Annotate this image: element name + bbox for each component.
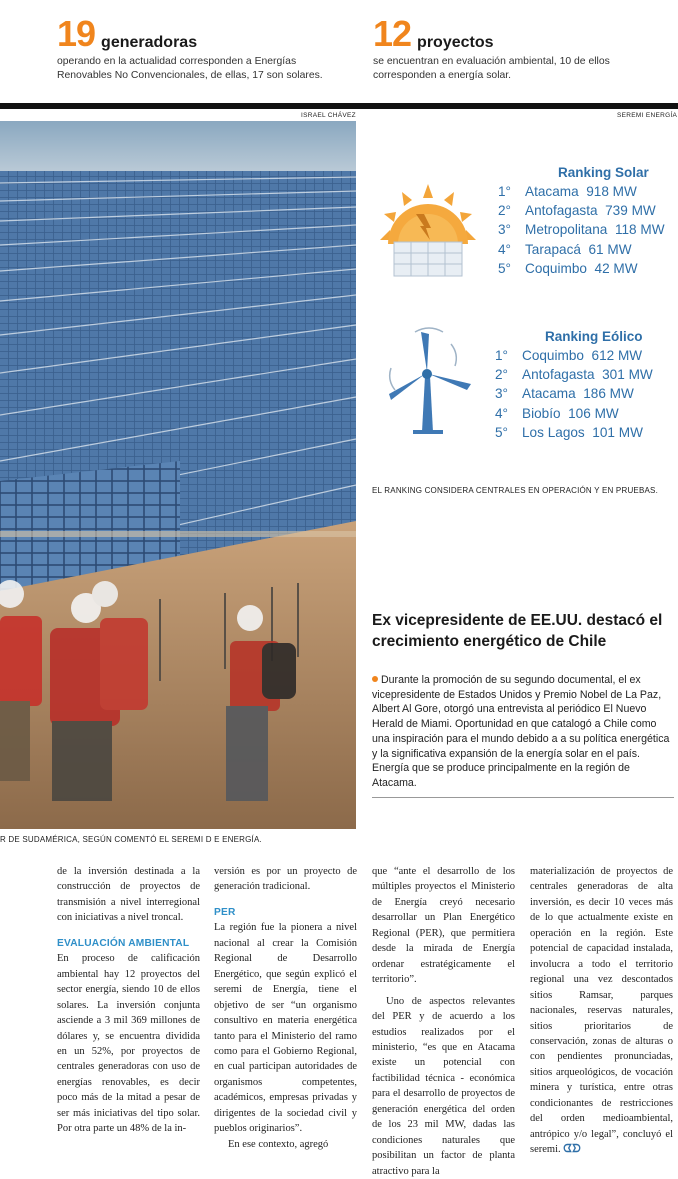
stat-proyectos (373, 14, 663, 82)
rank-position: 4° (498, 241, 511, 257)
stat-number: 12 (373, 13, 412, 54)
rank-value: 42 MW (594, 260, 638, 276)
list-item (495, 365, 653, 384)
paragraph: La región fue la pionera a nivel nacional al crear la Comisión Regional de Desarrollo Energético, que según explicó el seremi de Energía, tiene el objetivo de ser “un organismo consultivo en materia energética tanto para el Ministerio del ramo como para el Gobierno Regional, en cual participan autoridades de organismos competentes, académicos, empresas privadas y dirigentes de la sociedad civil y pueblos originarios”. (214, 922, 357, 1135)
list-item (498, 182, 665, 201)
list-item (495, 384, 653, 403)
rank-position: 3° (498, 222, 511, 238)
rank-value: 118 MW (614, 222, 665, 238)
rank-position: 1° (495, 348, 508, 363)
bullet-icon (372, 676, 378, 682)
subheading: EVALUACIÓN AMBIENTAL (57, 937, 190, 949)
rank-value: 739 MW (605, 203, 656, 219)
stat-label: proyectos (417, 34, 494, 51)
section-divider (0, 103, 678, 109)
subheading: PER (214, 906, 236, 918)
rank-region: Antofagasta (525, 203, 598, 219)
rank-value: 186 MW (583, 386, 634, 402)
ranking-eolico-list (495, 346, 653, 442)
article-column-2 (214, 864, 357, 1152)
list-item (498, 259, 665, 278)
sidebar-body-text: Durante la promoción de su segundo documental, el ex vicepresidente de Estados Unidos y Premio Nobel de La Paz, Albert Al Gore, otorgó una entrevista al periódico El Nuevo Herald de Miami. Oportunidad en que catalogó a Chile como una inspiración para el mundo debido a a su política energética y la significativa expansión de la energía solar en el país. Energía que se produce principalmente en la región de Atacama. (372, 674, 670, 789)
rank-position: 1° (498, 184, 511, 199)
stat-label: generadoras (101, 34, 198, 51)
wind-turbine-icon (381, 324, 477, 441)
rank-region: Los Lagos (522, 424, 585, 440)
rank-region: Coquimbo (525, 260, 587, 276)
paragraph (530, 864, 673, 1158)
graphic-credit: SEREMI ENERGÍA (617, 112, 678, 119)
article-column-3 (372, 864, 515, 1179)
rank-value: 61 MW (588, 241, 632, 257)
rank-region: Tarapacá (525, 241, 581, 257)
rank-region: Biobío (522, 405, 561, 421)
rank-position: 4° (495, 405, 508, 421)
rank-position: 2° (495, 367, 508, 383)
rank-region: Atacama (522, 386, 576, 402)
paragraph-text: materialización de proyectos de centrales generadoras de alta inversión, es decir 10 veces más de lo que actualmente existe en operación en la región. Este potencial de capacidad instalada, involucra a todo el territorio regional una vez descontados sitios Ramsar, parques nacionales, reservas naturales, sitios prioritarios de conservación, zonas de alturas o con pendientes pronunciadas, sitios arqueológicos, de vocación minera y turística, entre otras condicionantes de restricciones del orden medioambiental, antrópico y/o legal”, concluyó el seremi. (530, 866, 673, 1156)
rank-region: Atacama (525, 184, 579, 199)
solar-plant-illustration (0, 121, 356, 829)
rank-value: 918 MW (586, 184, 637, 199)
rank-region: Metropolitana (525, 222, 608, 238)
rank-value: 612 MW (591, 348, 643, 363)
sidebar-rule (372, 797, 674, 798)
article-column-1 (57, 864, 200, 1137)
paragraph: En proceso de calificación ambiental hay 12 proyectos del sector energía, siendo 10 de ellos solares. La inversión conjunta asciende a 3 mil 369 millones de dólares y, se encuentra dividida en un 52%, por proyectos de centrales generadoras con uso de energías renovables, es decir poco más de la mitad a pesar de ser más iniciativas del tipo solar. Por otra parte un 48% de la in- (57, 953, 200, 1135)
paragraph: En ese contexto, agregó (228, 1138, 329, 1150)
list-item (498, 240, 665, 259)
stat-generadoras (57, 14, 349, 82)
rank-value: 301 MW (602, 367, 653, 383)
sidebar-headline: Ex vicepresidente de EE.UU. destacó el crecimiento energético de Chile (372, 612, 663, 650)
rank-position: 2° (498, 203, 511, 219)
rank-position: 5° (498, 260, 511, 276)
rank-region: Coquimbo (522, 348, 584, 363)
paragraph: de la inversión destinada a la construcción de proyectos de transmisión a nivel interregional con iniciativas a nivel troncal. (57, 866, 200, 924)
stat-description: operando en la actualidad corresponden a Energías Renovables No Convencionales, de ellas, 17 son solares. (57, 56, 323, 81)
stat-description: se encuentran en evaluación ambiental, 10 de ellos corresponden a energía solar. (373, 56, 610, 81)
ranking-eolico-title: Ranking Eólico (545, 329, 643, 344)
sun-panel-icon (376, 182, 480, 283)
paragraph: que “ante el desarrollo de los múltiples proyectos el Ministerio de Energía creyó necesario desarrollar un Plan Energético Regional (PER), que permitiera desde la mirada de Energía ordenar estratégicamente el territorio”. (372, 866, 515, 986)
list-item (495, 423, 653, 442)
rank-position: 3° (495, 386, 508, 402)
photo-credit: ISRAEL CHÁVEZ (301, 112, 356, 119)
end-mark: ᗧᗤ (563, 1143, 581, 1156)
rank-value: 101 MW (592, 424, 643, 440)
rank-value: 106 MW (568, 405, 619, 421)
sidebar-body (372, 673, 674, 791)
list-item (495, 404, 653, 423)
paragraph: Uno de aspectos relevantes del PER y de acuerdo a los estudios realizados por el ministerio, “es que en Atacama existe un potencial con factibilidad técnica - económica para el desarrollo de proyectos de generación energética del orden de los 23 mil MW, dadas las condiciones naturales que posibilitan un factor de planta atractivo para la (372, 995, 515, 1177)
article-column-4 (530, 864, 673, 1158)
list-item (498, 220, 665, 239)
list-item (495, 346, 653, 365)
list-item (498, 201, 665, 220)
photo-caption: R DE SUDAMÉRICA, SEGÚN COMENTÓ EL SEREMI D E ENERGÍA. (0, 835, 262, 844)
solar-plant-photo (0, 121, 356, 829)
ranking-solar-title: Ranking Solar (558, 165, 649, 180)
rank-position: 5° (495, 424, 508, 440)
stat-number: 19 (57, 13, 96, 54)
paragraph: versión es por un proyecto de generación tradicional. (214, 866, 357, 893)
rank-region: Antofagasta (522, 367, 595, 383)
ranking-solar-list (498, 182, 665, 278)
ranking-note: EL RANKING CONSIDERA CENTRALES EN OPERACIÓN Y EN PRUEBAS. (372, 486, 658, 495)
